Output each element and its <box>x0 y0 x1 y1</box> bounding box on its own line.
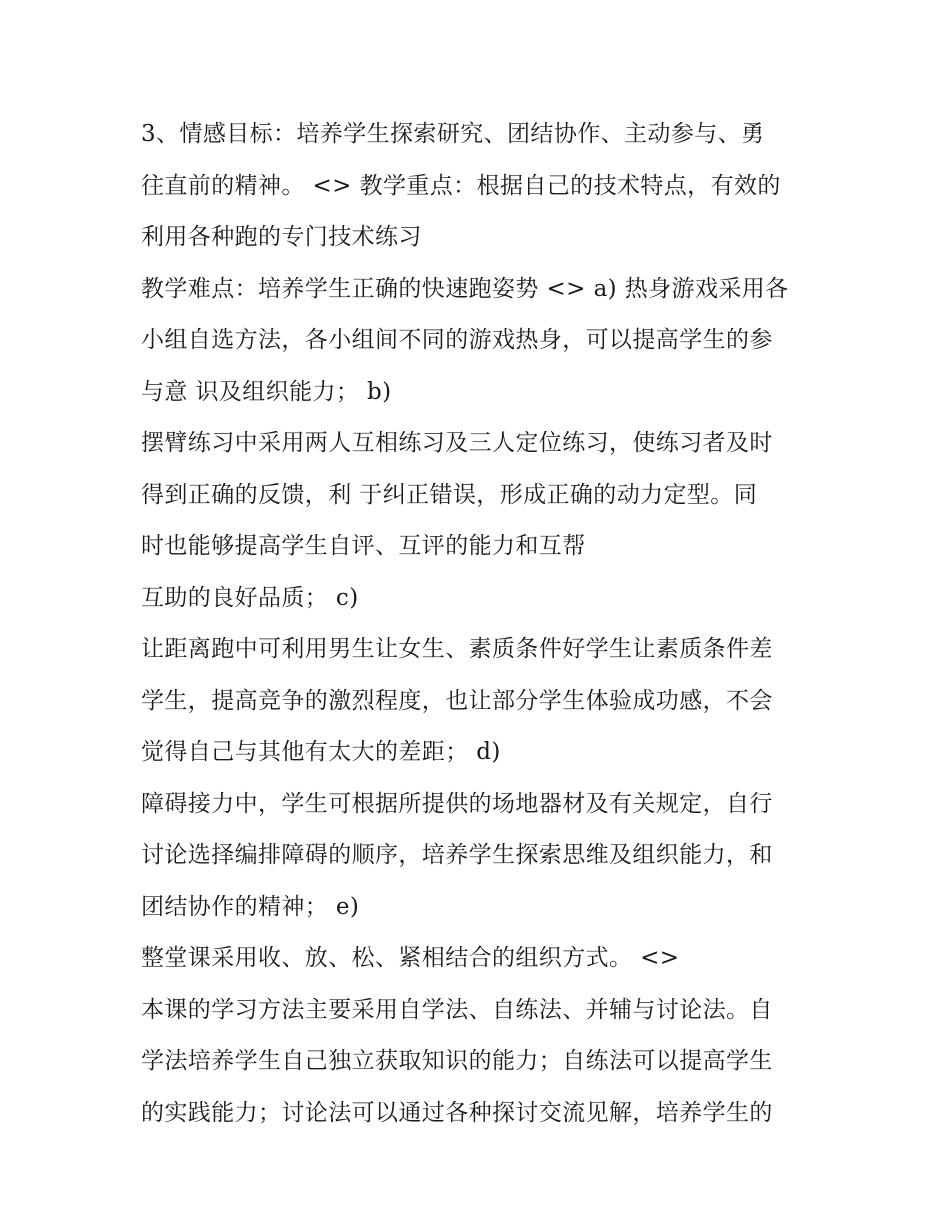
text-line: 觉得自己与其他有太大的差距； d) <box>141 739 501 765</box>
text-line: 与意 识及组织能力； b) <box>141 378 392 405</box>
text-line: 往直前的精神。 <> 教学重点：根据自己的技术特点，有效的 <box>141 172 781 199</box>
text-line: 摆臂练习中采用两人互相练习及三人定位练习，使练习者及时 <box>141 430 773 456</box>
text-line: 时也能够提高学生自评、互评的能力和互帮 <box>141 533 586 559</box>
text-line: 学法培养学生自己独立获取知识的能力；自练法可以提高学生 <box>141 1048 773 1074</box>
document-body <box>141 109 821 1139</box>
text-line: 整堂课采用收、放、松、紧相结合的组织方式。 <> <box>141 945 680 971</box>
text-line: 学生，提高竞争的激烈程度，也让部分学生体验成功感，不会 <box>141 687 773 714</box>
text-line: 得到正确的反馈，利 于纠正错误，形成正确的动力定型。同 <box>141 481 758 508</box>
text-line: 本课的学习方法主要采用自学法、自练法、并辅与讨论法。自 <box>141 996 773 1023</box>
text-line: 互助的良好品质； c) <box>141 584 359 611</box>
text-line: 的实践能力；讨论法可以通过各种探讨交流见解，培养学生的 <box>141 1099 773 1126</box>
text-line: 小组自选方法，各小组间不同的游戏热身，可以提高学生的参 <box>141 327 773 353</box>
text-line: 让距离跑中可利用男生让女生、素质条件好学生让素质条件差 <box>141 636 773 662</box>
text-line: 团结协作的精神； e) <box>141 893 360 920</box>
text-line: 障碍接力中，学生可根据所提供的场地器材及有关规定，自行 <box>141 790 773 817</box>
text-line: 讨论选择编排障碍的顺序，培养学生探索思维及组织能力，和 <box>141 842 773 868</box>
text-line: 3、情感目标：培养学生探索研究、团结协作、主动参与、勇 <box>141 121 765 147</box>
text-line: 教学难点：培养学生正确的快速跑姿势 <> a) 热身游戏采用各 <box>141 275 789 302</box>
text-line: 利用各种跑的专门技术练习 <box>141 224 422 250</box>
